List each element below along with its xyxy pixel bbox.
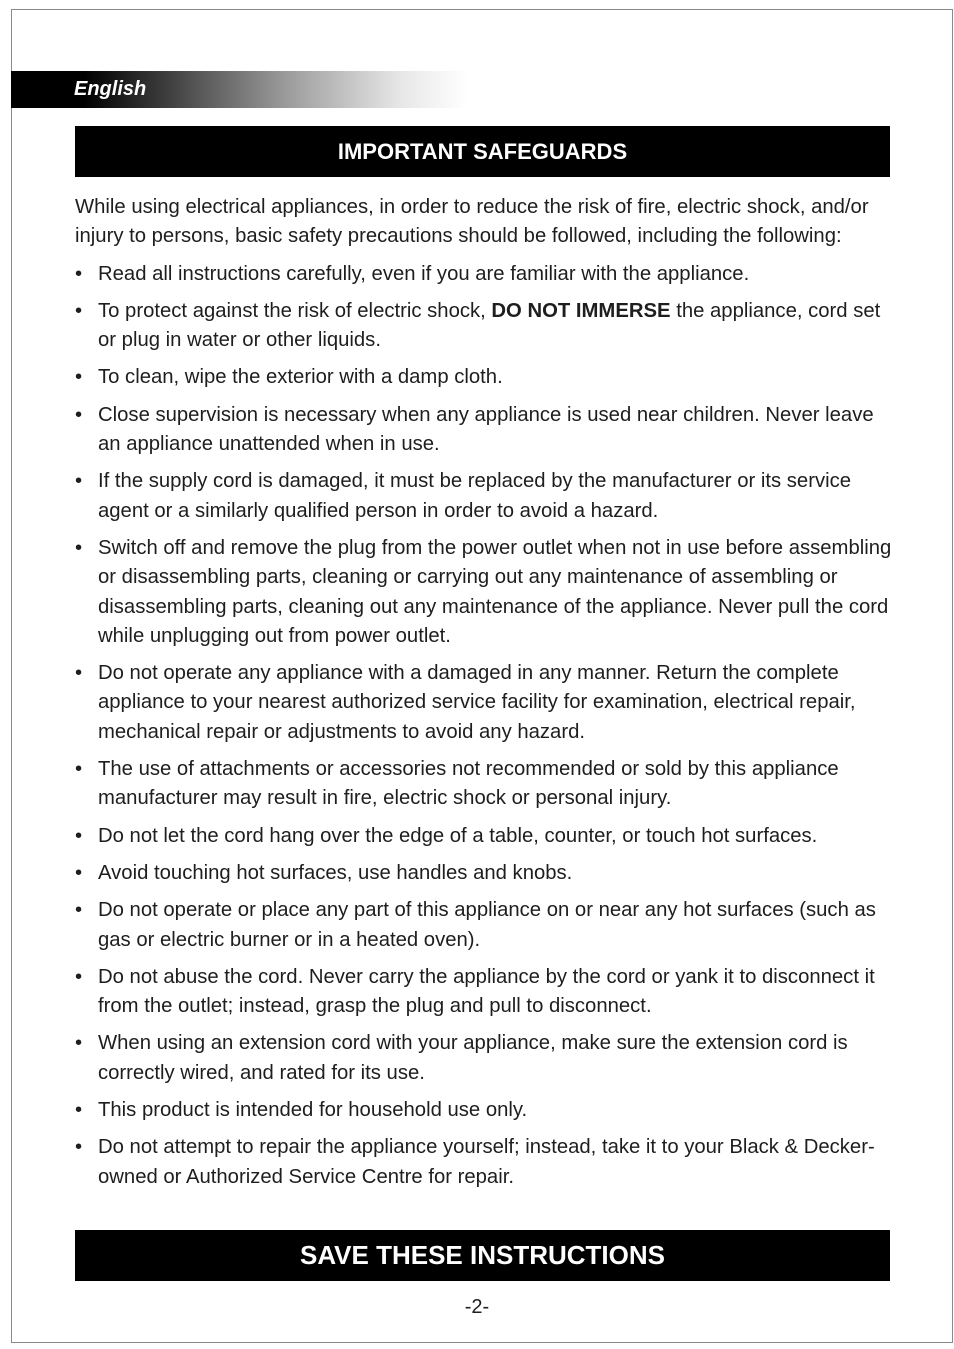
list-item-emphasis: DO NOT IMMERSE (491, 299, 671, 322)
list-item (75, 260, 895, 289)
list-item (75, 467, 895, 526)
bullet-icon: • (75, 965, 83, 988)
list-item-text: the appliance, cord set or plug in water or other liquids. (98, 299, 881, 352)
list-item-text: Do not operate any appliance with a damaged in any manner. Return the complete appliance to your nearest authorized service facility for examination, electrical repair, mechanical repair or adjustments to avoid any hazard. (98, 662, 856, 743)
bullet-icon: • (75, 824, 83, 847)
list-item-text: The use of attachments or accessories not recommended or sold by this appliance manufacturer may result in fire, electric shock or personal injury. (98, 758, 839, 810)
bullet-icon: • (75, 403, 83, 426)
list-item (75, 401, 895, 460)
bullet-icon: • (75, 1032, 83, 1055)
list-item-text: When using an extension cord with your appliance, make sure the extension cord is correctly wired, and rated for its use. (98, 1032, 848, 1084)
list-item-text: If the supply cord is damaged, it must be replaced by the manufacturer or its service agent or a similarly qualified person in order to avoid a hazard. (98, 470, 852, 522)
bullet-icon: • (75, 536, 83, 559)
bullet-icon: • (75, 470, 83, 493)
list-item (75, 363, 895, 392)
list-item (75, 659, 895, 747)
bullet-icon: • (75, 262, 83, 285)
save-instructions-banner: SAVE THESE INSTRUCTIONS (75, 1230, 890, 1281)
list-item-text: Read all instructions carefully, even if you are familiar with the appliance. (98, 262, 750, 285)
bullet-icon: • (75, 899, 83, 922)
bullet-icon: • (75, 366, 83, 389)
list-item-text: This product is intended for household use only. (98, 1099, 528, 1122)
list-item-text: Do not let the cord hang over the edge of a table, counter, or touch hot surfaces. (98, 824, 818, 847)
list-item (75, 1029, 895, 1088)
list-item (75, 963, 895, 1022)
bullet-icon: • (75, 1136, 83, 1159)
list-item (75, 1096, 895, 1125)
list-item-text: Do not operate or place any part of this appliance on or near any hot surfaces (such as gas or electric burner or in a heated oven). (98, 899, 876, 951)
list-item (75, 859, 895, 888)
safeguards-content (75, 193, 895, 1200)
list-item-text: Switch off and remove the plug from the power outlet when not in use before assembling or disassembling parts, cleaning or carrying out any maintenance of assembling or disassembling parts, cleaning out any maintenance of the appliance. Never pull the cord while unplugging out from power outlet. (98, 536, 892, 647)
list-item-text: Do not abuse the cord. Never carry the appliance by the cord or yank it to disconnect it from the outlet; instead, grasp the plug and pull to disconnect. (98, 965, 875, 1018)
list-item (75, 534, 895, 651)
safeguards-list (75, 260, 895, 1192)
list-item (75, 822, 895, 851)
language-label: English (74, 78, 147, 100)
bullet-icon: • (75, 861, 83, 884)
language-tab (11, 71, 467, 108)
list-item (75, 896, 895, 955)
bullet-icon: • (75, 1099, 83, 1122)
bullet-icon: • (75, 662, 83, 685)
list-item-text: Avoid touching hot surfaces, use handles and knobs. (98, 861, 573, 884)
list-item-text: Close supervision is necessary when any appliance is used near children. Never leave an appliance unattended when in use. (98, 403, 874, 456)
section-heading: IMPORTANT SAFEGUARDS (75, 126, 890, 177)
list-item (75, 1133, 895, 1192)
list-item (75, 297, 895, 356)
bullet-icon: • (75, 299, 83, 322)
bullet-icon: • (75, 758, 83, 781)
list-item (75, 755, 895, 814)
list-item-text: To clean, wipe the exterior with a damp cloth. (98, 366, 503, 389)
list-item-text: To protect against the risk of electric shock, (98, 299, 492, 322)
intro-paragraph: While using electrical appliances, in order to reduce the risk of fire, electric shock, and/or injury to persons, basic safety precautions should be followed, including the following: (75, 196, 869, 248)
page-number: -2- (464, 1296, 490, 1318)
list-item-text: Do not attempt to repair the appliance yourself; instead, take it to your Black & Decker-owned or Authorized Service Centre for repair. (98, 1136, 875, 1188)
